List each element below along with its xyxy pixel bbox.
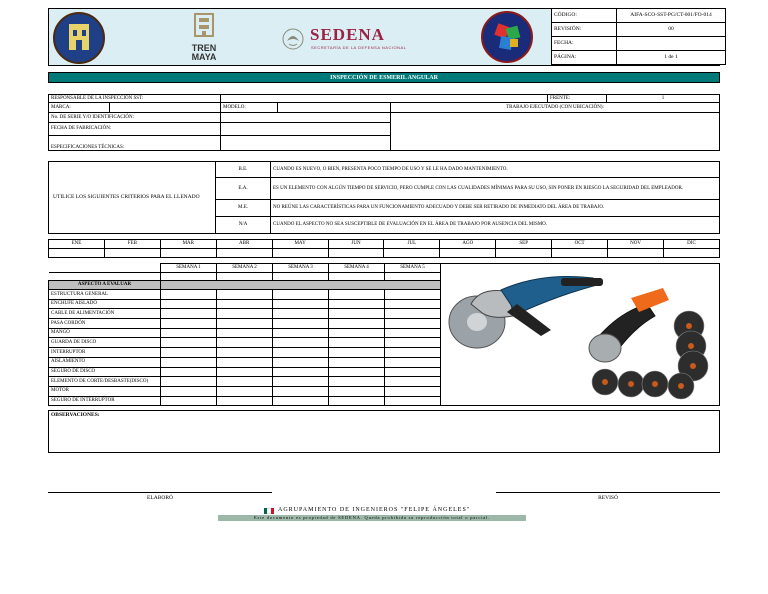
aspect-week-cell[interactable]	[161, 396, 217, 406]
equipment-info-table	[48, 94, 720, 151]
criteria-text: ES UN ELEMENTO CON ALGÚN TIEMPO DE SERVICIO, PERO CUMPLE CON LAS CUALIDADES MÍNIMAS PARA SU USO, SIN PONER EN RIESGO LA SEGURIDAD DEL EMPLEADOR.	[271, 178, 720, 200]
product-photo-box	[440, 263, 720, 406]
observaciones-box[interactable]	[48, 410, 720, 453]
month-cell[interactable]	[49, 249, 105, 258]
month-cell[interactable]	[272, 249, 328, 258]
aspect-row	[49, 309, 441, 319]
aspect-week-cell[interactable]	[329, 319, 385, 329]
month-header: ENE	[49, 240, 105, 249]
aspect-week-cell[interactable]	[217, 396, 273, 406]
aspect-week-cell[interactable]	[329, 299, 385, 309]
serie-field[interactable]	[221, 113, 391, 123]
aspect-week-cell[interactable]	[161, 338, 217, 348]
angle-grinder-photo-icon	[441, 264, 719, 405]
aspect-week-cell[interactable]	[217, 319, 273, 329]
aspect-week-cell[interactable]	[273, 309, 329, 319]
observaciones-label: OBSERVACIONES:	[51, 412, 100, 418]
month-cell[interactable]	[608, 249, 664, 258]
week-cell[interactable]	[217, 273, 273, 281]
fecha-value[interactable]	[617, 37, 726, 51]
aspect-row	[49, 396, 441, 406]
aspect-week-cell[interactable]	[273, 386, 329, 396]
aspect-week-cell[interactable]	[161, 377, 217, 387]
aspect-week-cell[interactable]	[161, 309, 217, 319]
aspect-label: INTERRUPTOR	[49, 348, 161, 358]
aspect-row	[49, 386, 441, 396]
week-header: SEMANA 3	[273, 264, 329, 273]
aspect-week-cell[interactable]	[273, 319, 329, 329]
inspection-grid	[48, 263, 441, 406]
week-header: SEMANA 1	[161, 264, 217, 273]
month-cell[interactable]	[552, 249, 608, 258]
aspect-week-cell[interactable]	[329, 290, 385, 300]
aspect-week-cell[interactable]	[329, 357, 385, 367]
fecha-label: FECHA:	[552, 37, 617, 51]
week-cell[interactable]	[161, 273, 217, 281]
aspect-week-cell[interactable]	[161, 386, 217, 396]
aspect-week-cell[interactable]	[385, 328, 441, 338]
aspect-week-cell[interactable]	[273, 357, 329, 367]
week-cell[interactable]	[273, 273, 329, 281]
month-header: JUN	[328, 240, 384, 249]
week-header: SEMANA 5	[385, 264, 441, 273]
aspect-label: MANGO	[49, 328, 161, 338]
aspect-week-cell[interactable]	[217, 367, 273, 377]
grid-spacer	[49, 273, 161, 281]
responsable-field[interactable]	[221, 95, 548, 103]
marca-field[interactable]	[110, 103, 221, 113]
aspect-week-cell[interactable]	[161, 328, 217, 338]
aspect-week-cell[interactable]	[273, 396, 329, 406]
aspect-label: AISLAMIENTO	[49, 357, 161, 367]
pagina-value[interactable]: 1 de 1	[617, 51, 726, 65]
disclaimer-text: Este documento es propiedad de SEDENA. Queda prohibida su reproducción total o parcial.	[218, 515, 526, 521]
aspect-row	[49, 319, 441, 329]
especificaciones-label: ESPECIFICACIONES TÉCNICAS:	[49, 136, 221, 151]
elaboro-signature-line	[48, 492, 272, 493]
aspect-week-cell[interactable]	[217, 299, 273, 309]
form-title: INSPECCIÓN DE ESMERIL ANGULAR	[48, 72, 720, 83]
criteria-code: E.A.	[216, 178, 271, 200]
aspect-week-cell[interactable]	[161, 290, 217, 300]
criteria-text: CUANDO EL ASPECTO NO SEA SUSCEPTIBLE DE EVALUACIÓN EN EL ÁREA DE TRABAJO POR AUSENCIA DEL MISMO.	[271, 217, 720, 234]
aspect-row	[49, 290, 441, 300]
aspect-week-cell[interactable]	[385, 367, 441, 377]
aspect-week-cell[interactable]	[385, 319, 441, 329]
marca-label: MARCA:	[49, 103, 110, 113]
aspect-week-cell[interactable]	[217, 328, 273, 338]
aspect-week-cell[interactable]	[217, 290, 273, 300]
elaboro-label: ELABORÓ	[147, 495, 173, 501]
month-header: JUL	[384, 240, 440, 249]
criteria-code: M.E.	[216, 200, 271, 217]
week-cell[interactable]	[385, 273, 441, 281]
week-header: SEMANA 2	[217, 264, 273, 273]
aspect-week-cell[interactable]	[385, 309, 441, 319]
aspect-row	[49, 338, 441, 348]
serie-label: No. DE SERIE Y/O IDENTIFICACIÓN:	[49, 113, 221, 123]
responsable-label: RESPONSABLE DE LA INSPECCIÓN SST:	[49, 95, 221, 103]
aspect-week-cell[interactable]	[385, 357, 441, 367]
codigo-value[interactable]: AIFA-SCO-SST-PG/CT-001/FO-014	[617, 9, 726, 23]
mexico-flag-icon	[264, 508, 274, 514]
aspect-week-cell[interactable]	[385, 348, 441, 358]
aspect-week-cell[interactable]	[217, 309, 273, 319]
aspect-week-cell[interactable]	[329, 396, 385, 406]
aspect-week-cell[interactable]	[329, 377, 385, 387]
modelo-label: MODELO:	[221, 103, 278, 113]
aspect-row	[49, 367, 441, 377]
aspect-week-cell[interactable]	[385, 386, 441, 396]
aspect-label: SEGURO DE INTERRUPTOR	[49, 396, 161, 406]
aspect-row	[49, 377, 441, 387]
criteria-code: B.E.	[216, 162, 271, 178]
aspect-label: ESTRUCTURA GENERAL	[49, 290, 161, 300]
aspect-week-cell[interactable]	[273, 377, 329, 387]
brand-tren: TREN	[191, 43, 217, 53]
aspect-week-cell[interactable]	[161, 367, 217, 377]
criteria-intro: UTILICE LOS SIGUIENTES CRITERIOS PARA EL LLENADO	[49, 162, 216, 234]
aspect-label: ELEMENTO DE CORTE/DESBASTE(DISCO)	[49, 377, 161, 387]
aspect-week-cell[interactable]	[217, 386, 273, 396]
criteria-table	[48, 161, 720, 234]
month-header: NOV	[608, 240, 664, 249]
aifa-emblem-icon	[481, 11, 533, 63]
tren-maya-text	[184, 44, 224, 62]
aspect-week-cell[interactable]	[385, 396, 441, 406]
month-header: OCT	[552, 240, 608, 249]
aspect-row	[49, 299, 441, 309]
tren-maya-logo-icon	[189, 12, 219, 40]
codigo-label: CÓDIGO:	[552, 9, 617, 23]
aspect-header: ASPECTO A EVALUAR	[49, 281, 161, 290]
month-cell[interactable]	[104, 249, 160, 258]
trabajo-field[interactable]	[391, 113, 720, 151]
aspect-label: PASA CORDÓN	[49, 319, 161, 329]
aspect-week-cell[interactable]	[273, 299, 329, 309]
aspect-week-cell[interactable]	[329, 328, 385, 338]
aspect-row	[49, 348, 441, 358]
aspect-week-cell[interactable]	[385, 377, 441, 387]
fabricacion-label: FECHA DE FABRICACIÓN:	[49, 123, 221, 136]
frente-value[interactable]: 1	[607, 95, 720, 103]
aspect-week-cell[interactable]	[329, 338, 385, 348]
aspect-label: CABLE DE ALIMENTACIÓN	[49, 309, 161, 319]
month-header: DIC	[663, 240, 719, 249]
month-header: AGO	[440, 240, 496, 249]
aspect-week-cell[interactable]	[161, 348, 217, 358]
aspect-row	[49, 357, 441, 367]
aspect-week-cell[interactable]	[273, 367, 329, 377]
aspect-row	[49, 328, 441, 338]
modelo-field[interactable]	[278, 103, 391, 113]
mexico-eagle-icon	[281, 27, 305, 51]
aspect-week-cell[interactable]	[329, 348, 385, 358]
aspect-week-cell[interactable]	[161, 357, 217, 367]
aspect-week-cell[interactable]	[329, 367, 385, 377]
month-header: MAY	[272, 240, 328, 249]
aspect-week-cell[interactable]	[385, 299, 441, 309]
month-cell[interactable]	[663, 249, 719, 258]
aspect-week-cell[interactable]	[217, 338, 273, 348]
aspect-label: ENCHUFE AISLADO	[49, 299, 161, 309]
aspect-week-cell[interactable]	[217, 377, 273, 387]
month-cell[interactable]	[440, 249, 496, 258]
revision-label: REVISIÓN:	[552, 23, 617, 37]
criteria-text: NO REÚNE LAS CARACTERÍSTICAS PARA UN FUNCIONAMIENTO ADECUADO Y DEBE SER RETIRADO DE INMEDIATO DEL ÁREA DE TRABAJO.	[271, 200, 720, 217]
engineers-emblem-icon	[53, 12, 105, 64]
aspect-week-cell[interactable]	[329, 309, 385, 319]
month-cell[interactable]	[496, 249, 552, 258]
aspect-week-cell[interactable]	[273, 290, 329, 300]
grid-corner	[49, 264, 161, 273]
aspect-label: MOTOR	[49, 386, 161, 396]
aspect-week-cell[interactable]	[385, 338, 441, 348]
aspect-week-cell[interactable]	[273, 348, 329, 358]
month-header: FEB	[104, 240, 160, 249]
month-cell[interactable]	[160, 249, 216, 258]
aspect-week-cell[interactable]	[273, 338, 329, 348]
reviso-label: REVISÓ	[598, 495, 618, 501]
month-header: SEP	[496, 240, 552, 249]
aspect-week-cell[interactable]	[329, 386, 385, 396]
revision-value[interactable]: 00	[617, 23, 726, 37]
month-cell[interactable]	[216, 249, 272, 258]
aspect-week-cell[interactable]	[217, 348, 273, 358]
criteria-code: N/A	[216, 217, 271, 234]
aspect-week-cell[interactable]	[217, 357, 273, 367]
aspect-week-cell[interactable]	[161, 319, 217, 329]
especificaciones-field[interactable]	[221, 136, 391, 151]
aspect-week-cell[interactable]	[273, 328, 329, 338]
brand-sedena: SEDENA	[310, 25, 385, 44]
brand-maya: MAYA	[191, 52, 217, 62]
reviso-signature-line	[496, 492, 720, 493]
aspect-label: GUARDA DE DISCO	[49, 338, 161, 348]
aspect-header-fill	[161, 281, 441, 290]
aspect-week-cell[interactable]	[161, 299, 217, 309]
week-header: SEMANA 4	[329, 264, 385, 273]
aspect-week-cell[interactable]	[385, 290, 441, 300]
agrupamiento-text: AGRUPAMIENTO DE INGENIEROS "FELIPE ÁNGELES"	[278, 507, 471, 513]
pagina-label: PÁGINA:	[552, 51, 617, 65]
brand-sedena-sub: SECRETARÍA DE LA DEFENSA NACIONAL	[311, 45, 407, 50]
month-cell[interactable]	[328, 249, 384, 258]
fabricacion-field[interactable]	[221, 123, 391, 136]
month-header: ABR	[216, 240, 272, 249]
month-cell[interactable]	[384, 249, 440, 258]
frente-label: FRENTE:	[548, 95, 607, 103]
months-table	[48, 239, 720, 258]
week-cell[interactable]	[329, 273, 385, 281]
aspect-label: SEGURO DE DISCO	[49, 367, 161, 377]
document-control-table	[551, 8, 726, 65]
month-header: MAR	[160, 240, 216, 249]
trabajo-label: TRABAJO EJECUTADO (CON UBICACIÓN):	[391, 103, 720, 113]
criteria-text: CUANDO ES NUEVO, O BIEN, PRESENTA POCO TIEMPO DE USO Y SE LE HA DADO MANTENIMIENTO.	[271, 162, 720, 178]
